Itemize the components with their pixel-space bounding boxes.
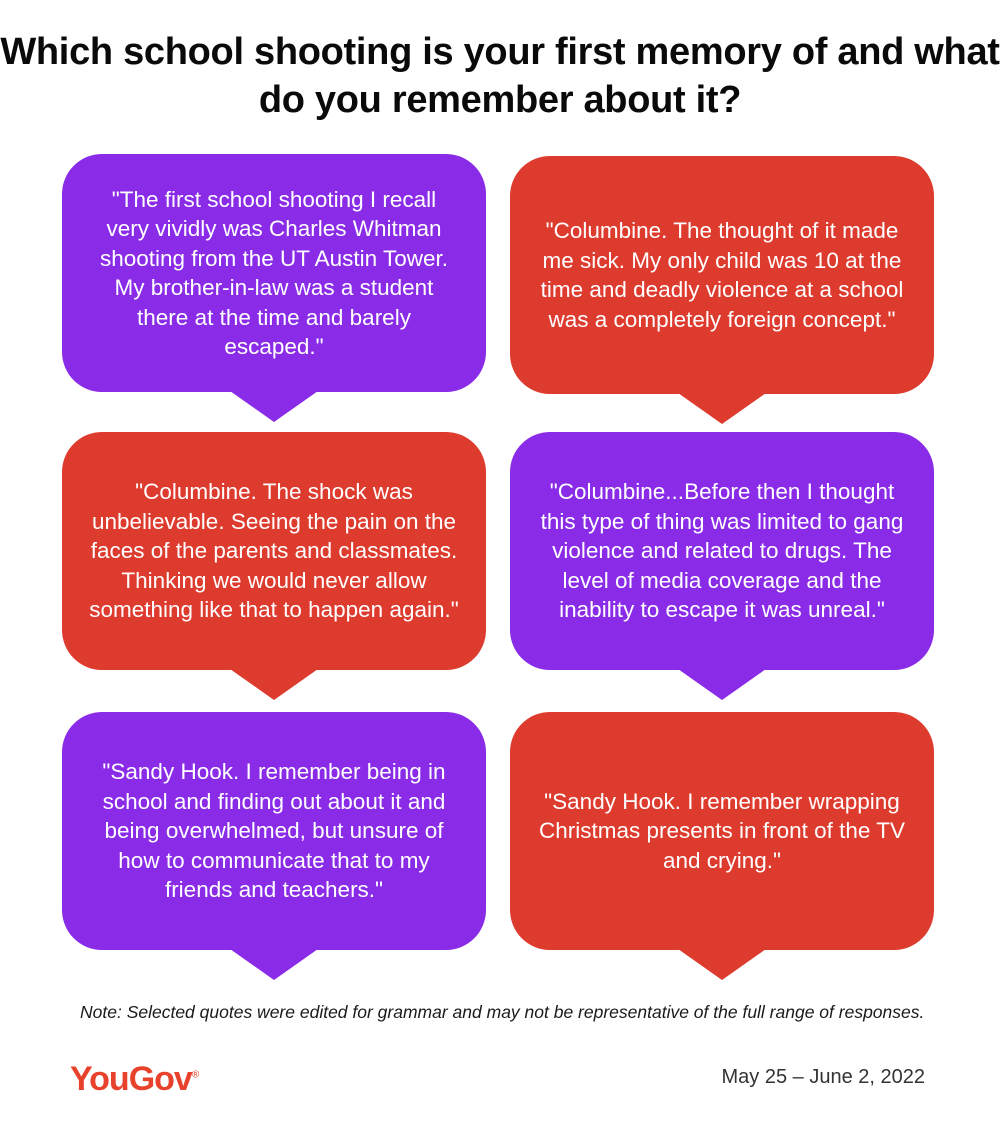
quote-bubble <box>62 154 486 392</box>
quote-bubble <box>510 712 934 950</box>
quote-bubble <box>62 432 486 670</box>
quote-bubble <box>510 432 934 670</box>
footnote: Note: Selected quotes were edited for grammar and may not be representative of the full range of responses. <box>80 1002 925 1022</box>
survey-date: May 25 – June 2, 2022 <box>721 1066 925 1088</box>
bubble-tail <box>230 391 318 422</box>
quote-bubble <box>62 712 486 950</box>
registered-mark: ® <box>191 1069 200 1081</box>
bubble-tail <box>230 669 318 700</box>
bubble-tail <box>678 669 766 700</box>
quote-text: "Sandy Hook. I remember wrapping Christmas presents in front of the TV and crying." <box>539 788 905 873</box>
yougov-logo <box>70 1060 199 1099</box>
quote-text: "Sandy Hook. I remember being in school and finding out about it and being overwhelmed, but unsure of how to communicate that to my friends and teachers." <box>102 759 446 903</box>
quote-text: "The first school shooting I recall very vividly was Charles Whitman shooting from the UT Austin Tower. My brother-in-law was a student there at the time and barely escaped." <box>99 186 449 359</box>
bubble-tail <box>678 393 766 424</box>
quote-bubble <box>510 156 934 394</box>
brand-text: YouGov <box>70 1060 192 1098</box>
bubble-tail <box>230 949 318 980</box>
page-title: Which school shooting is your first memory of and what do you remember about it? <box>0 31 1000 121</box>
quote-text: "Columbine. The shock was unbelievable. Seeing the pain on the faces of the parents and classmates. Thinking we would never allow something like that to happen again." <box>89 479 459 623</box>
quote-text: "Columbine. The thought of it made me sick. My only child was 10 at the time and deadly violence at a school was a completely foreign concept." <box>540 218 904 332</box>
bubble-tail <box>678 949 766 980</box>
quote-text: "Columbine...Before then I thought this type of thing was limited to gang violence and related to drugs. The level of media coverage and the inability to escape it was unreal." <box>540 479 904 623</box>
